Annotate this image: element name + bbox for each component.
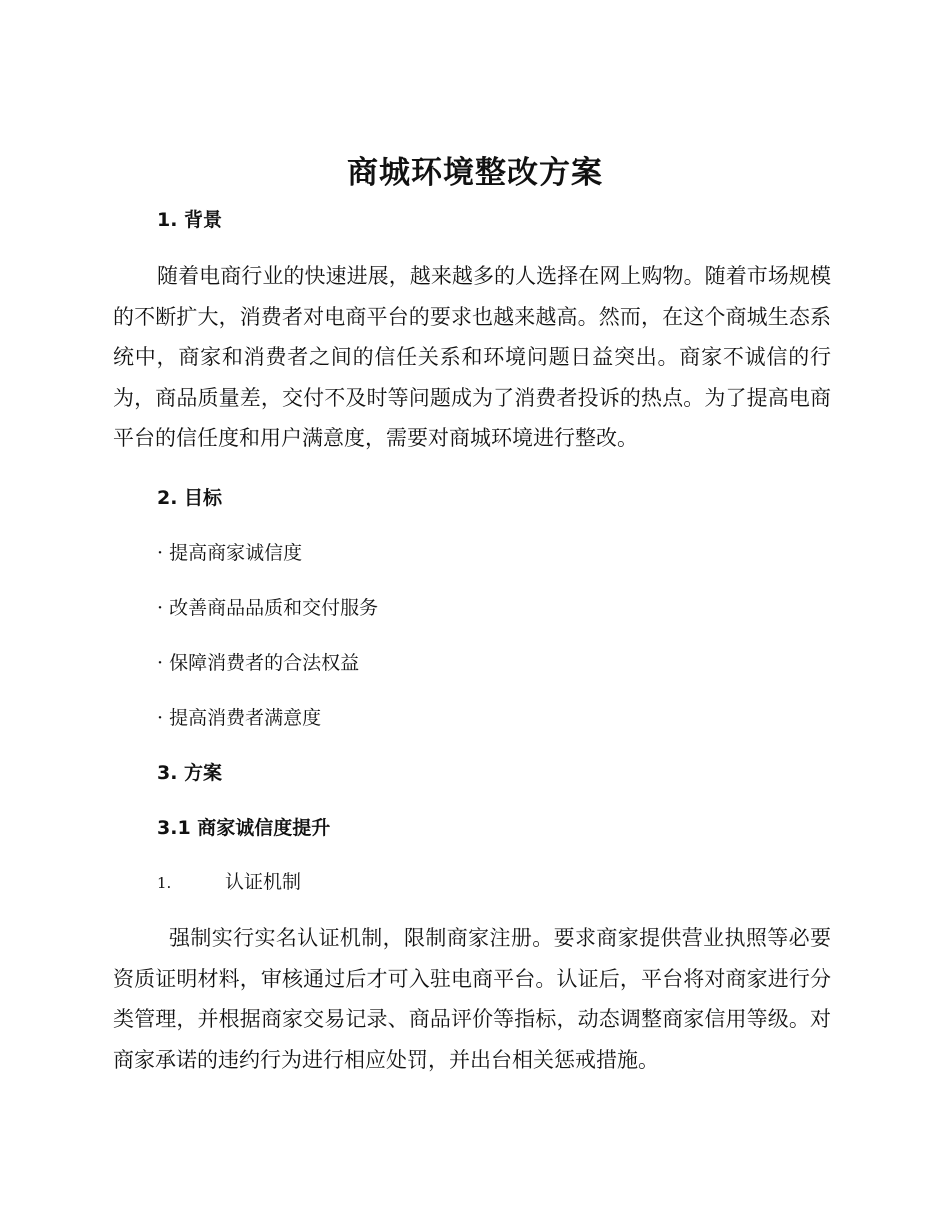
goal-item: · 保障消费者的合法权益	[157, 652, 360, 674]
certification-paragraph: 强制实行实名认证机制，限制商家注册。要求商家提供营业执照等必要资质证明材料，审核通过后才可入驻电商平台。认证后，平台将对商家进行分类管理，并根据商家交易记录、商品评价等指标，动态调整商家信用等级。对商家承诺的违约行为进行相应处罚，并出台相关惩戒措施。	[113, 926, 831, 1072]
document-title: 商城环境整改方案	[347, 155, 603, 191]
numbered-item-certification	[157, 867, 301, 898]
section-heading-background: 1. 背景	[157, 209, 223, 231]
section-heading-goals: 2. 目标	[157, 487, 223, 509]
item-number: 1.	[157, 874, 172, 892]
background-paragraph: 随着电商行业的快速进展，越来越多的人选择在网上购物。随着市场规模的不断扩大，消费者对电商平台的要求也越来越高。然而，在这个商城生态系统中，商家和消费者之间的信任关系和环境问题日益突出。商家不诚信的行为，商品质量差，交付不及时等问题成为了消费者投诉的热点。为了提高电商平台的信任度和用户满意度，需要对商城环境进行整改。	[113, 264, 831, 450]
goal-item: · 改善商品品质和交付服务	[157, 597, 379, 619]
subsection-heading-merchant-integrity: 3.1 商家诚信度提升	[157, 817, 331, 839]
section-heading-plan: 3. 方案	[157, 762, 223, 784]
goal-item: · 提高商家诚信度	[157, 542, 303, 564]
item-label: 认证机制	[225, 871, 302, 893]
goal-item: · 提高消费者满意度	[157, 707, 322, 729]
